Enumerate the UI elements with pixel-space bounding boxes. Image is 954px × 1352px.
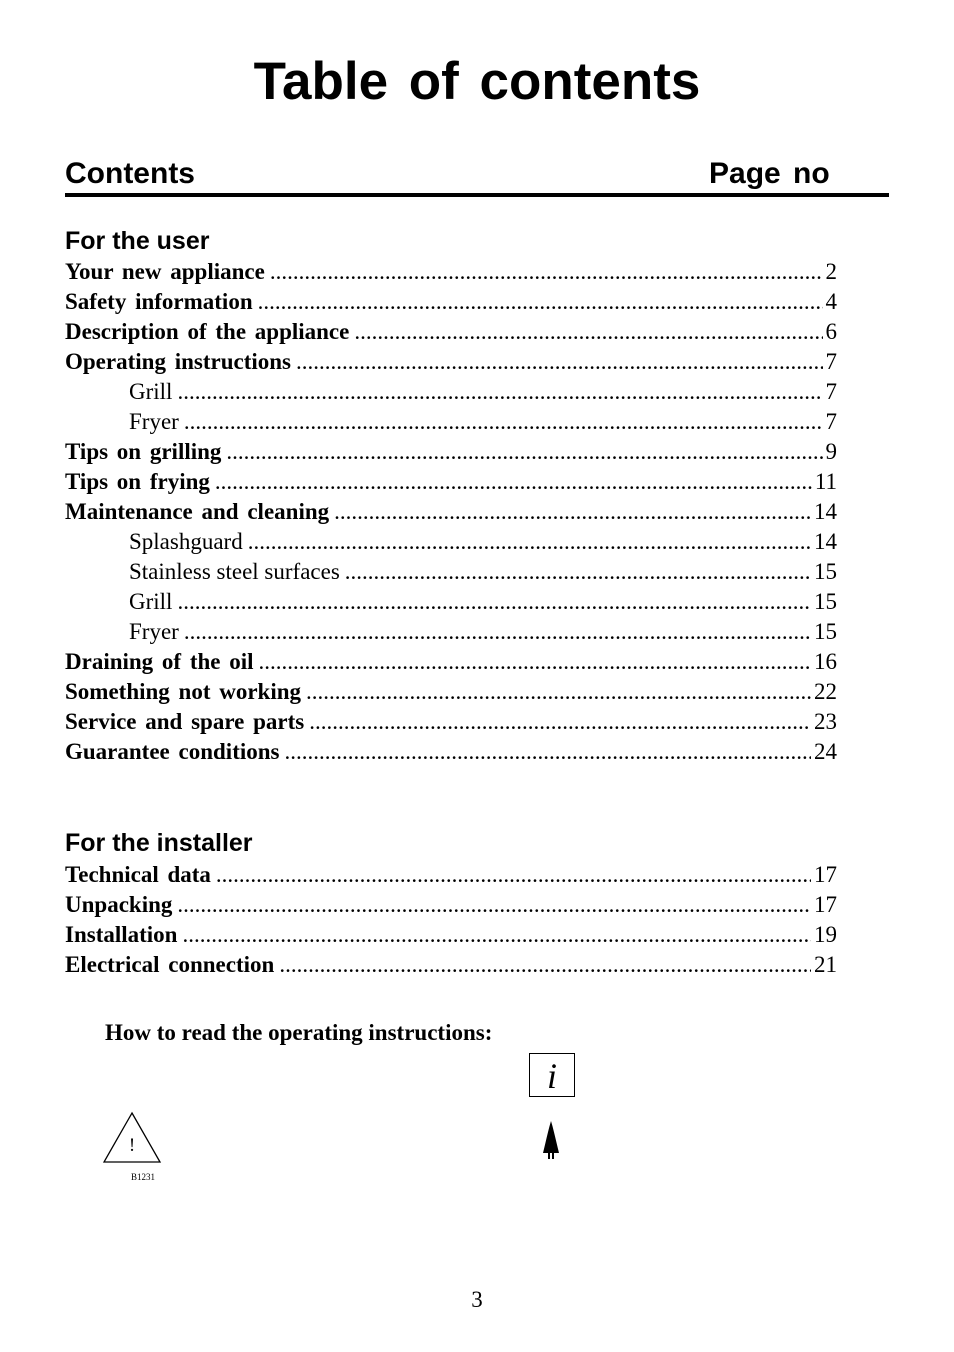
dot-leader xyxy=(182,920,811,950)
toc-row xyxy=(65,347,837,377)
toc-entry-page: 4 xyxy=(825,289,837,314)
dot-leader xyxy=(345,557,811,587)
toc-entry-label: Fryer xyxy=(129,409,179,434)
toc-row xyxy=(65,407,837,437)
toc-entry-label: Draining of the oil xyxy=(65,649,254,674)
tree-icon xyxy=(540,1119,562,1161)
toc-entry-page: 11 xyxy=(814,469,837,494)
toc-entry-page: 23 xyxy=(814,709,837,734)
dot-leader xyxy=(309,707,811,737)
dot-leader xyxy=(258,287,823,317)
toc-entry-page: 17 xyxy=(814,892,837,917)
dot-leader xyxy=(284,737,811,767)
dot-leader xyxy=(215,467,812,497)
page-title: Table of contents xyxy=(253,52,701,111)
toc-entry-page: 15 xyxy=(814,559,837,584)
dot-leader xyxy=(354,317,822,347)
toc-row xyxy=(65,527,837,557)
toc-row xyxy=(65,920,837,950)
toc-row xyxy=(65,587,837,617)
toc-row xyxy=(65,737,837,767)
toc-entry-label: Guarantee conditions xyxy=(65,739,280,764)
toc-entry-label: Something not working xyxy=(65,679,302,704)
toc-entry-label: Description of the appliance xyxy=(65,319,350,344)
toc-entry-label: Service and spare parts xyxy=(65,709,305,734)
toc-row xyxy=(65,257,837,287)
how-to-read-heading: How to read the operating instructions: xyxy=(105,1020,493,1045)
toc-entry-label: Maintenance and cleaning xyxy=(65,499,330,524)
toc-row xyxy=(65,860,837,890)
dot-leader xyxy=(177,587,811,617)
toc-row xyxy=(65,317,837,347)
toc-entry-label: Tips on grilling xyxy=(65,439,222,464)
dot-leader xyxy=(248,527,811,557)
toc-entry-label: Grill xyxy=(129,589,173,614)
toc-row xyxy=(65,437,837,467)
toc-entry-page: 21 xyxy=(814,952,837,977)
toc-row xyxy=(65,377,837,407)
toc-entry-label: Splashguard xyxy=(129,529,243,554)
toc-entry-page: 15 xyxy=(814,589,837,614)
toc-row xyxy=(65,677,837,707)
toc-entry-page: 14 xyxy=(814,529,837,554)
dot-leader xyxy=(184,617,811,647)
toc-entry-page: 9 xyxy=(825,439,837,464)
warning-symbol: ! xyxy=(128,1135,136,1156)
dot-leader xyxy=(184,407,823,437)
toc-entry-page: 24 xyxy=(814,739,837,764)
section-heading-user: For the user xyxy=(65,227,210,255)
dot-leader xyxy=(226,437,822,467)
toc-entry-page: 14 xyxy=(814,499,837,524)
dot-leader xyxy=(296,347,823,377)
toc-entry-label: Fryer xyxy=(129,619,179,644)
toc-row xyxy=(65,707,837,737)
warning-code: B1231 xyxy=(131,1172,156,1182)
toc-entry-label: Grill xyxy=(129,379,173,404)
dot-leader xyxy=(306,677,811,707)
toc-row xyxy=(65,557,837,587)
toc-entry-page: 7 xyxy=(825,379,837,404)
dot-leader xyxy=(270,257,823,287)
toc-row xyxy=(65,617,837,647)
toc-entry-page: 16 xyxy=(814,649,837,674)
toc-entry-label: Tips on frying xyxy=(65,469,210,494)
toc-row xyxy=(65,497,837,527)
toc-entry-page: 6 xyxy=(825,319,837,344)
toc-entry-label: Safety information xyxy=(65,289,253,314)
dot-leader xyxy=(334,497,811,527)
toc-entry-label: Stainless steel surfaces xyxy=(129,559,340,584)
toc-user-list xyxy=(65,257,837,767)
toc-entry-page: 15 xyxy=(814,619,837,644)
toc-entry-page: 22 xyxy=(814,679,837,704)
toc-entry-label: Technical data xyxy=(65,862,211,887)
toc-row xyxy=(65,890,837,920)
toc-entry-page: 7 xyxy=(825,409,837,434)
toc-row xyxy=(65,647,837,677)
toc-entry-label: Installation xyxy=(65,922,178,947)
dot-leader xyxy=(259,647,811,677)
toc-entry-page: 17 xyxy=(814,862,837,887)
toc-entry-label: Your new appliance xyxy=(65,259,265,284)
toc-installer-list xyxy=(65,860,837,980)
page-no-label: Page no xyxy=(709,157,830,190)
toc-entry-label: Unpacking xyxy=(65,892,173,917)
toc-entry-page: 2 xyxy=(825,259,837,284)
info-icon: i xyxy=(529,1053,575,1097)
toc-entry-label: Operating instructions xyxy=(65,349,291,374)
toc-entry-page: 7 xyxy=(825,349,837,374)
toc-row xyxy=(65,950,837,980)
dot-leader xyxy=(216,860,811,890)
dot-leader xyxy=(177,890,811,920)
toc-row xyxy=(65,467,837,497)
section-heading-installer: For the installer xyxy=(65,829,253,857)
dot-leader xyxy=(177,377,822,407)
toc-entry-page: 19 xyxy=(814,922,837,947)
dot-leader xyxy=(279,950,811,980)
contents-header xyxy=(65,155,889,197)
toc-entry-label: Electrical connection xyxy=(65,952,275,977)
contents-label: Contents xyxy=(65,157,195,190)
toc-row xyxy=(65,287,837,317)
page-number: 3 xyxy=(471,1287,483,1312)
